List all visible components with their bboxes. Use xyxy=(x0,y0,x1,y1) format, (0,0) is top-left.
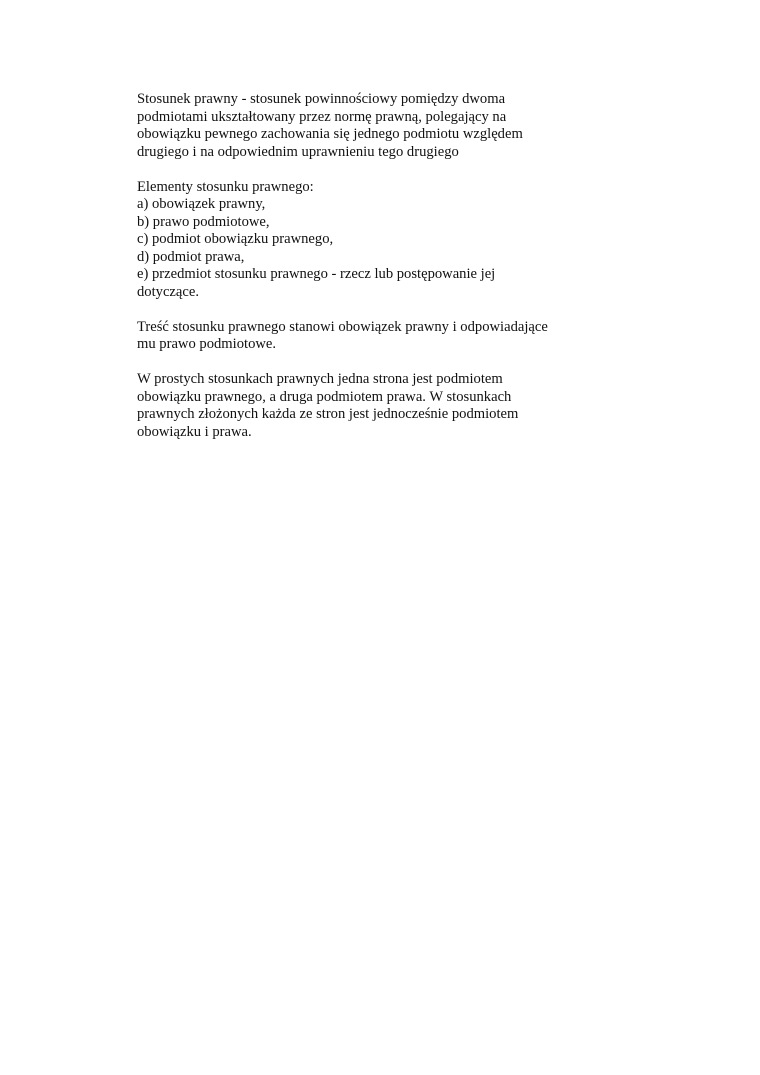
text-line: prawnych złożonych każda ze stron jest jednocześnie podmiotem xyxy=(137,406,519,422)
list-item: b) prawo podmiotowe, xyxy=(137,213,270,230)
list-item: e) przedmiot stosunku prawnego - rzecz lub postępowanie jej xyxy=(137,266,496,282)
list-heading: Elementy stosunku prawnego: xyxy=(137,178,314,195)
text-line: obowiązku i prawa. xyxy=(137,423,252,440)
paragraph-elements-list xyxy=(137,179,587,302)
list-item: a) obowiązek prawny, xyxy=(137,196,266,212)
text-line: W prostych stosunkach prawnych jedna strona jest podmiotem xyxy=(137,371,503,387)
list-item: c) podmiot obowiązku prawnego, xyxy=(137,231,334,247)
text-line: Stosunek prawny - stosunek powinnościowy pomiędzy dwoma xyxy=(137,91,506,107)
list-item: d) podmiot prawa, xyxy=(137,248,245,265)
text-line: obowiązku prawnego, a druga podmiotem prawa. W stosunkach xyxy=(137,388,512,405)
document-body xyxy=(137,91,587,459)
paragraph-definition xyxy=(137,91,587,161)
paragraph-content xyxy=(137,319,587,354)
text-line: drugiego i na odpowiednim uprawnieniu tego drugiego xyxy=(137,143,459,160)
text-line: Treść stosunku prawnego stanowi obowiązek prawny i odpowiadające xyxy=(137,318,548,335)
list-item-continuation: dotyczące. xyxy=(137,283,199,300)
text-line: obowiązku pewnego zachowania się jednego podmiotu względem xyxy=(137,126,523,142)
paragraph-simple-complex xyxy=(137,371,587,441)
text-line: podmiotami ukształtowany przez normę prawną, polegający na xyxy=(137,108,507,125)
text-line: mu prawo podmiotowe. xyxy=(137,336,277,352)
